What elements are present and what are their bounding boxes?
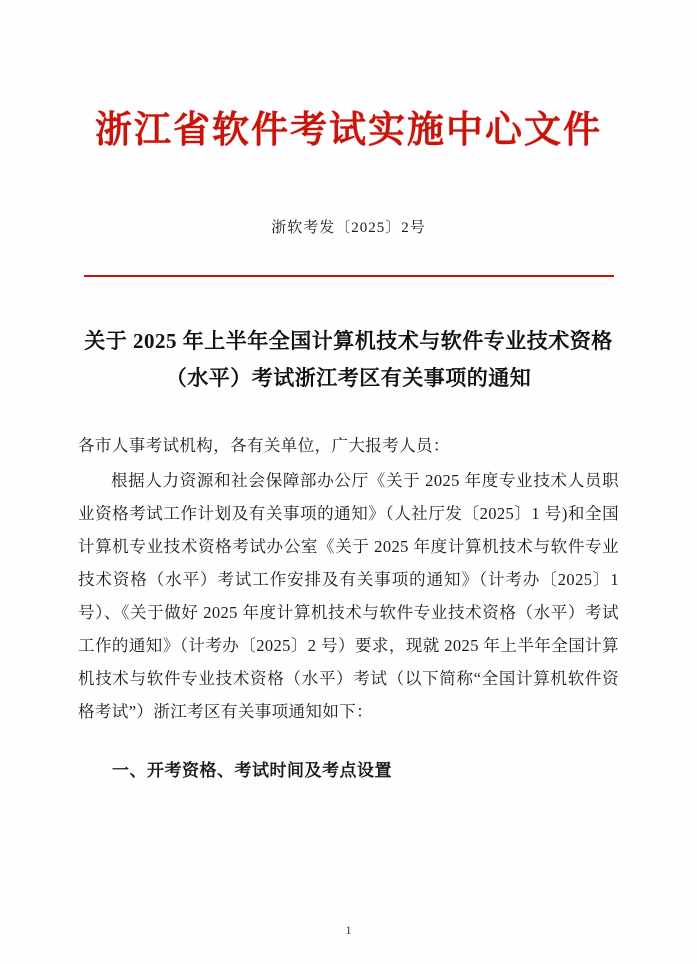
document-body: [78, 429, 619, 788]
salutation-paragraph: 各市人事考试机构，各有关单位，广大报考人员：: [78, 435, 450, 455]
document-number: 浙软考发〔2025〕2号: [271, 220, 426, 237]
page-title: 浙江省软件考试实施中心文件: [95, 110, 602, 151]
page-number: 1: [345, 923, 352, 937]
document-subject-title: 关于 2025 年上半年全国计算机技术与软件专业技术资格（水平）考试浙江考区有关事项的通知: [84, 329, 613, 390]
header-divider: [84, 275, 614, 277]
body-paragraph: 根据人力资源和社会保障部办公厅《关于 2025 年度专业技术人员职业资格考试工作计划及有关事项的通知》（人社厅发〔2025〕1 号)和全国计算机专业技术资格考试办公室《关于 2025 年度计算机技术与软件专业技术资格（水平）考试工作安排及有关事项的通知》（计考办〔2025〕1 号）、《关于做好 2025 年度计算机技术与软件专业技术资格（水平）考试工作的通知》（计考办〔2025〕2 号）要求，现就 2025 年上半年全国计算机技术与软件专业技术资格（水平）考试（以下简称“全国计算机软件资格考试”）浙江考区有关事项通知如下：: [78, 470, 619, 721]
section-heading: 一、开考资格、考试时间及考点设置: [112, 760, 392, 780]
document-header: [0, 0, 697, 154]
